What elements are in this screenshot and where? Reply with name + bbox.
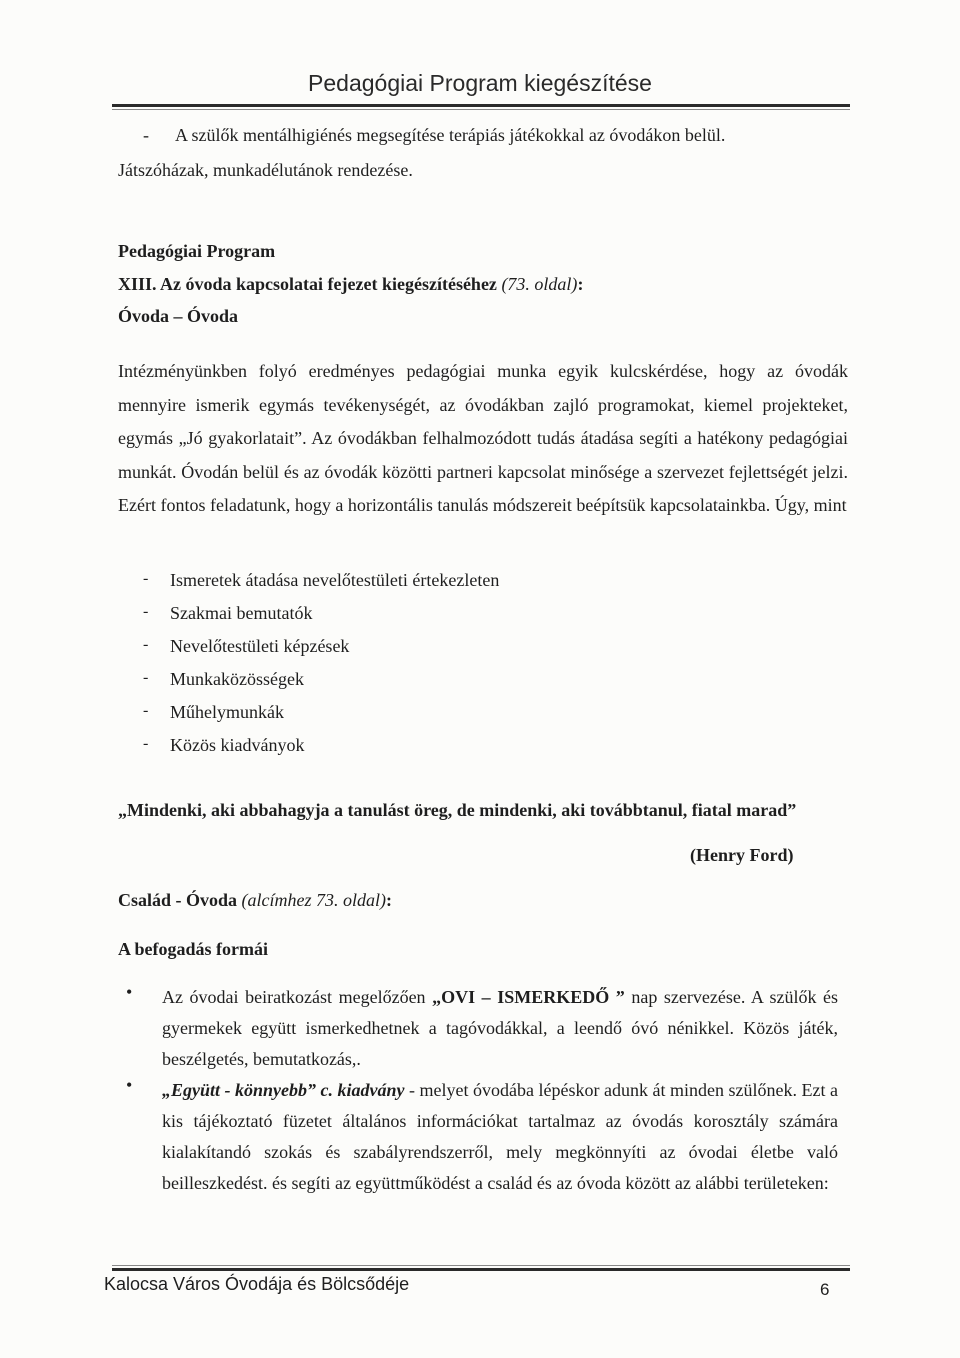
quote-author: (Henry Ford): [690, 845, 794, 865]
list-dash: -: [143, 702, 149, 719]
list-item-text: Szakmai bemutatók: [170, 603, 313, 623]
bullet-ovi-ismerkedo: [162, 982, 838, 1075]
list-item-text: Munkaközösségek: [170, 669, 304, 689]
chapter-heading-bold: XIII. Az óvoda kapcsolatai fejezet kiegészítéséhez: [118, 274, 497, 294]
bullet-dot: •: [126, 982, 133, 1002]
list-item-text: Közös kiadványok: [170, 735, 305, 755]
list-dash: -: [143, 669, 149, 686]
bullet-2-bold-italic: „Együtt - könnyebb” c. kiadvány: [162, 1080, 405, 1100]
family-heading-page: (alcímhez 73. oldal): [241, 890, 387, 910]
intro-line-2: Játszóházak, munkadélutánok rendezése.: [118, 160, 413, 180]
list-dash: -: [143, 603, 149, 620]
subheading-ovoda-ovoda: Óvoda – Óvoda: [118, 306, 239, 326]
bullet-1-pre: Az óvodai beiratkozást megelőzően: [162, 987, 433, 1007]
intro-line-1: A szülők mentálhigiénés megsegítése terápiás játékokkal az óvodákon belül.: [175, 125, 726, 145]
bullet-dot: •: [126, 1075, 133, 1095]
paragraph-body: [118, 355, 848, 523]
page-number: 6: [820, 1280, 830, 1299]
section-heading: Pedagógiai Program: [118, 241, 276, 261]
footer-rule-thin: [112, 1265, 850, 1266]
list-dash: -: [143, 735, 149, 752]
header-rule: [112, 104, 850, 107]
bullet-1-bold: „OVI – ISMERKEDŐ ”: [432, 987, 625, 1007]
paragraph-text: Intézményünkben folyó eredményes pedagógiai munka egyik kulcskérdése, hogy az óvodák mennyire ismerik egymás tevékenységét, az óvodákban zajló programokat, kiemel projekteket, egymás „Jó gyakorlatait”. Az óvodákban felhalmozódott tudás átadása segíti a hatékony pedagógiai munkát. Óvodán belül és az óvodák közötti partneri kapcsolat minősége a szervezet fejlettségét jelzi. Ezért fontos feladatunk, hogy a horizontális tanulás módszereit beépítsük kapcsolatainkba. Úgy, mint: [118, 361, 848, 515]
footer-institution: Kalocsa Város Óvodája és Bölcsődéje: [104, 1274, 410, 1294]
family-heading-colon: :: [386, 890, 393, 910]
page-header-title: Pedagógiai Program kiegészítése: [308, 70, 652, 96]
list-item-text: Műhelymunkák: [170, 702, 284, 722]
list-dash: -: [143, 636, 149, 653]
chapter-heading-colon: :: [577, 274, 584, 294]
bullet-2-post: - melyet óvodába lépéskor adunk át minden szülőnek. Ezt a kis tájékoztató füzetet általános információkat tartalmaz az óvodás korosztály számára kialakítandó szokás és szabályrendszerről, mely megkönnyíti az óvodai életbe való beilleszkedést. és segíti az együttműködést a család és az óvoda között az alábbi területeken:: [162, 1080, 838, 1193]
list-item-text: Nevelőtestületi képzések: [170, 636, 350, 656]
family-section-heading: [118, 884, 848, 916]
header-rule-thin: [112, 109, 850, 110]
admission-forms-heading: A befogadás formái: [118, 939, 268, 959]
chapter-heading-page: (73. oldal): [501, 274, 578, 294]
chapter-heading: [118, 268, 848, 300]
bullet-1-post: nap szervezése. A szülők és gyermekek együtt ismerkedhetnek a tagóvodákkal, a leendő óvó nénikkel. Közös játék, beszélgetés, bemutatkozás,.: [162, 987, 838, 1069]
bullet-egyutt-konnyebb: [162, 1075, 838, 1199]
quote-text: „Mindenki, aki abbahagyja a tanulást öreg, de mindenki, aki továbbtanul, fiatal marad”: [118, 800, 797, 820]
family-heading-bold: Család - Óvoda: [118, 890, 238, 910]
list-dash: -: [143, 570, 149, 587]
list-item-text: Ismeretek átadása nevelőtestületi értekezleten: [170, 570, 500, 590]
footer-rule: [112, 1268, 850, 1271]
intro-dash: -: [143, 125, 149, 145]
